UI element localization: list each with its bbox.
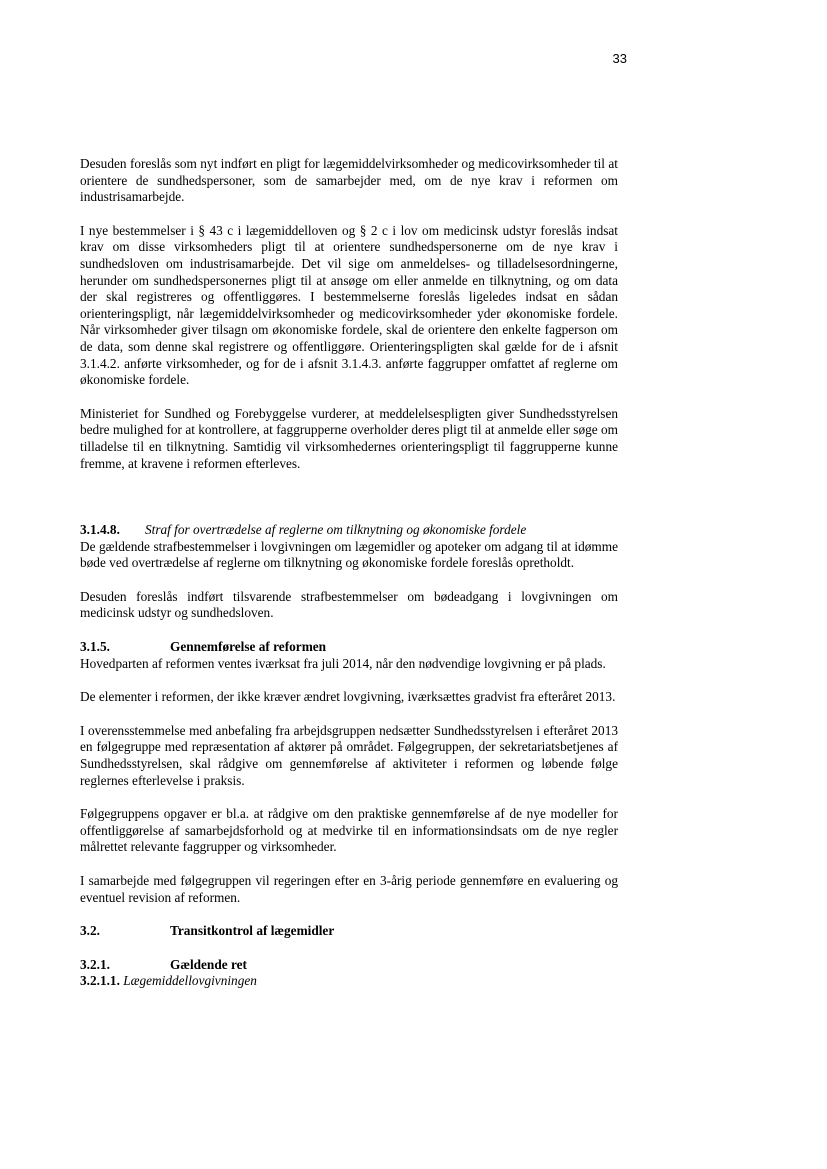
paragraph-9: Følgegruppens opgaver er bl.a. at rådgive om den praktiske gennemførelse af de nye modeller for offentliggørelse af samarbejdsforhold og at medvirke til en informationsindsats om de nye regler målrettet relevante faggrupper og virksomheder. (80, 806, 618, 855)
paragraph-1: Desuden foreslås som nyt indført en pligt for lægemiddelvirksomheder og medicovirksomheder til at orientere de sundhedspersoner, som de samarbejder med, om de nye krav i reformen om industrisamarbejde. (80, 156, 618, 205)
section-number: 3.2.1. (80, 956, 110, 972)
section-heading-3-2-1-1 (80, 973, 618, 990)
document-body (80, 156, 618, 990)
paragraph-3: Ministeriet for Sundhed og Forebyggelse vurderer, at meddelelsespligten giver Sundhedsstyrelsen bedre mulighed for at kontrollere, at faggrupperne overholder deres pligt til at anmelde eller søge om tilladelse til en tilknytning. Samtidig vil virksomhedernes orienteringspligt til faggrupperne kunne fremme, at kravene i reformen efterleves. (80, 405, 618, 471)
paragraph-8: I overensstemmelse med anbefaling fra arbejdsgruppen nedsætter Sundhedsstyrelsen i efteråret 2013 en følgegruppe med repræsentation af aktører på området. Følgegruppen, der sekretariatsbetjenes af Sundhedsstyrelsen, skal rådgive om gennemførelse af aktiviteter i reformen og løbende følge reglernes efterlevelse i praksis. (80, 722, 618, 788)
paragraph-7: De elementer i reformen, der ikke kræver ændret lovgivning, iværksættes gradvist fra efteråret 2013. (80, 689, 616, 705)
section-number: 3.1.5. (80, 639, 110, 655)
section-heading-3-1-5 (80, 639, 618, 656)
paragraph-5: Desuden foreslås indført tilsvarende strafbestemmelser om bødeadgang i lovgivningen om medicinsk udstyr og sundhedsloven. (80, 588, 618, 621)
section-heading-3-1-4-8 (80, 522, 618, 539)
section-title: Lægemiddellovgivningen (123, 973, 257, 989)
section-title: Gældende ret (170, 956, 247, 972)
page-number: 33 (612, 51, 627, 66)
section-heading-3-2 (80, 923, 618, 940)
section-title: Transitkontrol af lægemidler (170, 923, 335, 939)
paragraph-2: I nye bestemmelser i § 43 c i lægemiddelloven og § 2 c i lov om medicinsk udstyr foreslås indsat krav om disse virksomheders pligt til at orientere sundhedspersonerne om de nye krav i sundhedsloven om industrisamarbejde. Det vil sige om anmeldelses- og tilladelsesordningerne, herunder om sundhedspersonernes pligt til at ansøge om eller anmelde en tilknytning, og om data der skal registreres og offentliggøres. I bestemmelserne foreslås ligeledes indsat en sådan orienteringspligt, når lægemiddelvirksomheder og medicovirksomheder yder økonomiske fordele. Når virksomheder giver tilsagn om økonomiske fordele, skal de orientere den enkelte fagperson om de data, som denne skal registrere og offentliggøre. Orienteringspligten skal gælde for de i afsnit 3.1.4.2. anførte virksomheder, og for de i afsnit 3.1.4.3. anførte faggrupper omfattet af reglerne om økonomiske fordele. (80, 222, 618, 388)
section-number: 3.1.4.8. (80, 522, 120, 538)
section-number: 3.2.1.1. (80, 973, 120, 989)
paragraph-6: Hovedparten af reformen ventes iværksat fra juli 2014, når den nødvendige lovgivning er på plads. (80, 655, 606, 671)
section-number: 3.2. (80, 923, 100, 939)
paragraph-10: I samarbejde med følgegruppen vil regeringen efter en 3-årig periode gennemføre en evaluering og eventuel revision af reformen. (80, 873, 618, 905)
paragraph-4: De gældende strafbestemmelser i lovgivningen om lægemidler og apoteker om adgang til at idømme bøde ved overtrædelse af reglerne om tilknytning og økonomiske fordele foreslås opretholdt. (80, 538, 618, 571)
section-title: Gennemførelse af reformen (170, 639, 327, 655)
section-title: Straf for overtrædelse af reglerne om tilknytning og økonomiske fordele (145, 522, 527, 538)
section-heading-3-2-1 (80, 957, 618, 974)
